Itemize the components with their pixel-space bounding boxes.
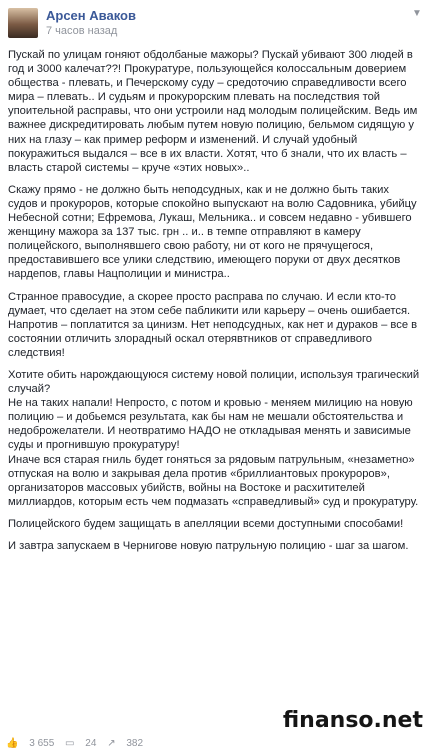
post-paragraph-2: Скажу прямо - не должно быть неподсудных, как и не должно быть таких судов и прокуроров, которые спокойно выпускают на волю Садовника, убийцу Небесной сотни; Ефремова, Лукаш, Мельника.. и совсем недавно - убившего женщину мажора за 137 тыс. грн .. и.. в темпе отправляют в камеру полицейского, выполнявшего свою работу, ни от кого не прячущегося, предоставившего все улики следствию, имеющего поруки от двух десятков нардепов, главы Нацполиции и министра.. — [8, 183, 417, 281]
post-header — [6, 6, 425, 42]
comments-count[interactable]: 24 — [85, 738, 97, 749]
author-avatar[interactable] — [8, 8, 38, 38]
post-paragraph-6: И завтра запускаем в Чернигове новую патрульную полицию - шаг за шагом. — [8, 540, 409, 552]
watermark-logo: finanso.net — [282, 708, 423, 733]
post-paragraph-5: Полицейского будем защищать в апелляции всеми доступными способами! — [8, 517, 404, 530]
thumbs-up-icon[interactable]: 👍 — [6, 738, 19, 749]
post-paragraph-3: Странное правосудие, а скорее просто расправа по случаю. И если кто-то думает, что сделает на этом себе пабликити или карьеру – очень ошибается. Напротив – поплатится за цинизм. Нет неподсудных, как нет и дураков – все в состоянии отличить злорадный оскал отерявтников от справедливого следствия! — [8, 290, 418, 359]
shares-count[interactable]: 382 — [126, 738, 144, 749]
share-icon[interactable]: ↗ — [107, 738, 116, 749]
post-time[interactable]: 7 часов назад — [46, 25, 118, 37]
post-paragraph-4: Хотите обить нарождающуюся систему новой полиции, используя трагический случай? Не на таких напали! Непросто, с потом и кровью - меняем милицию на новую полицию – и добьемся результата, как бы нам не мешали обстоятельства и недоброжелатели. И неотвратимо НАДО не откладывая менять и зависимые суды и прогнившую прокуратуру! Иначе вся старая гниль будет гоняться за рядовым патрульным, «незаметно» отпуская на волю и закрывая дела против «бриллиантовых прокуроров», организаторов массовых убийств, войны на Востоке и расхитителей миллиардов, которым есть чем подмазать «справедливый» суд и прокуратуру. — [8, 368, 420, 508]
chevron-down-icon[interactable]: ▼ — [412, 8, 422, 19]
post-paragraph-1: Пускай по улицам гоняют обдолбаные мажоры? Пускай убивают 300 людей в год и 3000 калечат??! Прокуратуре, пользующейся колоссальным доверием общества - плевать, и Печерскому суду – средоточию справедливости всего мира – плевать.. И судьям и прокурорским плевать на последствия той упоительной расправы, что они устроили над молодым полицейским. Ведь им важнее дискредитировать любым путем новую полицию, бельмом сидящую у них на глазу – как пример реформ и изменений. И случай удобный покуражиться выдался – все в их власти. Хотят, что б знали, что их власть – власть старой системы – круче «этих новых».. — [8, 49, 418, 174]
author-name[interactable]: Арсен Аваков — [46, 8, 136, 23]
comment-icon[interactable]: ▭ — [65, 738, 75, 749]
post-footer — [6, 738, 306, 751]
likes-count[interactable]: 3 655 — [29, 738, 55, 749]
post-content — [8, 48, 420, 561]
